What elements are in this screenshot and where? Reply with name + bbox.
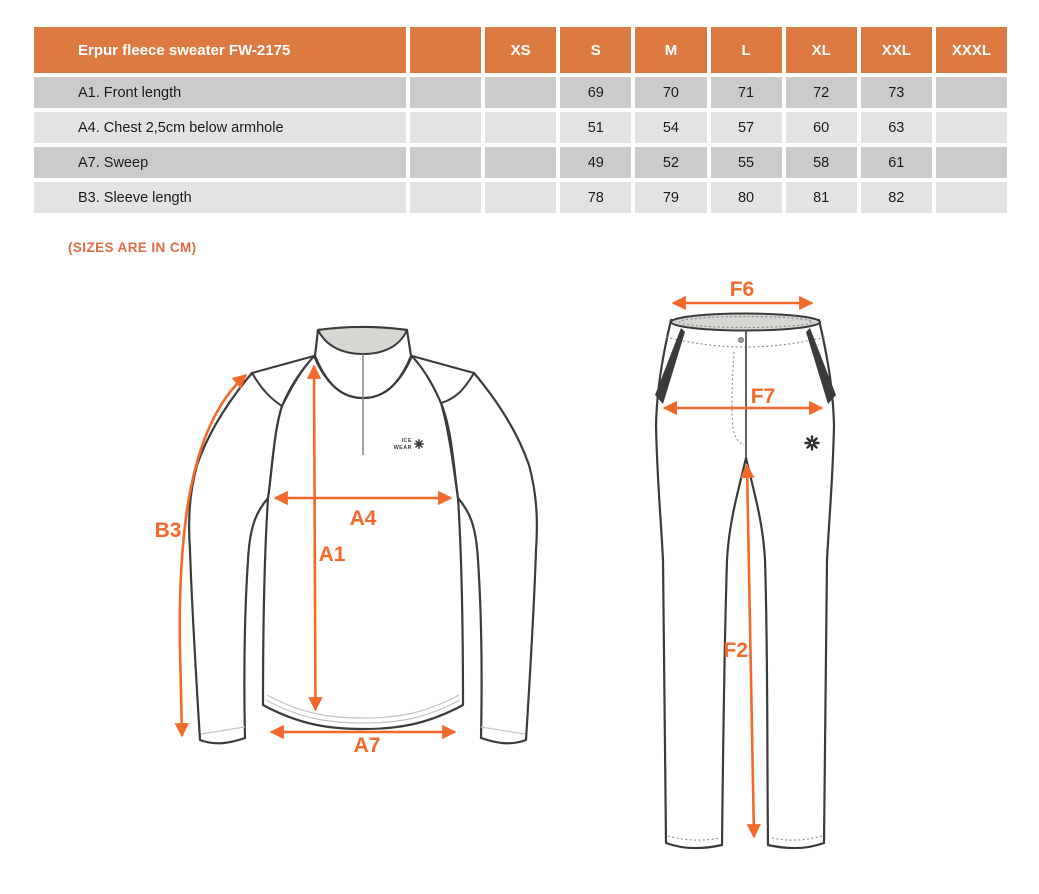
size-value-cell: 73 xyxy=(861,77,932,108)
size-value-cell xyxy=(485,77,556,108)
size-value-cell: 80 xyxy=(711,182,782,213)
b3-label: B3 xyxy=(154,519,182,542)
table-row xyxy=(34,77,1007,108)
size-column-header-empty xyxy=(410,27,481,73)
units-note: (SIZES ARE IN CM) xyxy=(68,240,197,255)
size-column-header-xxxl: XXXL xyxy=(936,27,1007,73)
pants-outline xyxy=(656,320,834,848)
logo-text-ice: ICE xyxy=(401,438,412,444)
size-chart-table xyxy=(30,23,1011,217)
size-value-cell: 82 xyxy=(861,182,932,213)
size-column-header-xl: XL xyxy=(786,27,857,73)
f2-arrow xyxy=(747,465,754,837)
size-value-cell: 55 xyxy=(711,147,782,178)
table-row xyxy=(34,112,1007,143)
a4-label: A4 xyxy=(349,507,377,530)
size-header-row xyxy=(34,27,1007,73)
size-value-cell xyxy=(936,182,1007,213)
f7-label: F7 xyxy=(750,385,776,408)
table-row xyxy=(34,147,1007,178)
f6-label: F6 xyxy=(729,278,755,301)
size-table-body xyxy=(34,77,1007,213)
f2-label: F2 xyxy=(723,639,748,662)
size-value-cell: 57 xyxy=(711,112,782,143)
size-value-cell: 69 xyxy=(560,77,631,108)
size-value-cell: 79 xyxy=(635,182,706,213)
size-value-cell: 60 xyxy=(786,112,857,143)
a1-label: A1 xyxy=(318,543,346,566)
size-value-cell: 51 xyxy=(560,112,631,143)
size-value-cell: 63 xyxy=(861,112,932,143)
measurement-label-cell: A1. Front length xyxy=(34,77,406,108)
size-value-cell: 52 xyxy=(635,147,706,178)
size-value-cell: 81 xyxy=(786,182,857,213)
size-value-cell: 78 xyxy=(560,182,631,213)
a1-arrow xyxy=(314,366,316,710)
size-value-cell xyxy=(410,112,481,143)
size-value-cell: 71 xyxy=(711,77,782,108)
size-value-cell xyxy=(410,147,481,178)
size-value-cell: 61 xyxy=(861,147,932,178)
size-value-cell xyxy=(485,112,556,143)
size-value-cell xyxy=(485,147,556,178)
measurement-label-cell: A4. Chest 2,5cm below armhole xyxy=(34,112,406,143)
size-value-cell: 54 xyxy=(635,112,706,143)
size-value-cell: 58 xyxy=(786,147,857,178)
size-column-header-xxl: XXL xyxy=(861,27,932,73)
size-value-cell xyxy=(936,112,1007,143)
size-column-header-s: S xyxy=(560,27,631,73)
size-column-header-xs: XS xyxy=(485,27,556,73)
pants-snowflake-icon xyxy=(806,437,819,450)
product-title-cell: Erpur fleece sweater FW-2175 xyxy=(34,27,406,73)
size-value-cell xyxy=(936,147,1007,178)
size-value-cell: 72 xyxy=(786,77,857,108)
size-value-cell xyxy=(936,77,1007,108)
pants-diagram xyxy=(615,275,885,875)
size-value-cell xyxy=(410,77,481,108)
size-column-header-m: M xyxy=(635,27,706,73)
size-value-cell: 70 xyxy=(635,77,706,108)
size-value-cell xyxy=(485,182,556,213)
sweater-diagram xyxy=(140,280,610,780)
a7-label: A7 xyxy=(353,734,381,757)
waist-button xyxy=(738,337,743,342)
size-column-header-l: L xyxy=(711,27,782,73)
measurement-label-cell: B3. Sleeve length xyxy=(34,182,406,213)
size-value-cell: 49 xyxy=(560,147,631,178)
snowflake-icon xyxy=(415,440,423,448)
measurement-label-cell: A7. Sweep xyxy=(34,147,406,178)
logo-text-wear: WEAR xyxy=(393,445,412,451)
table-row xyxy=(34,182,1007,213)
size-value-cell xyxy=(410,182,481,213)
